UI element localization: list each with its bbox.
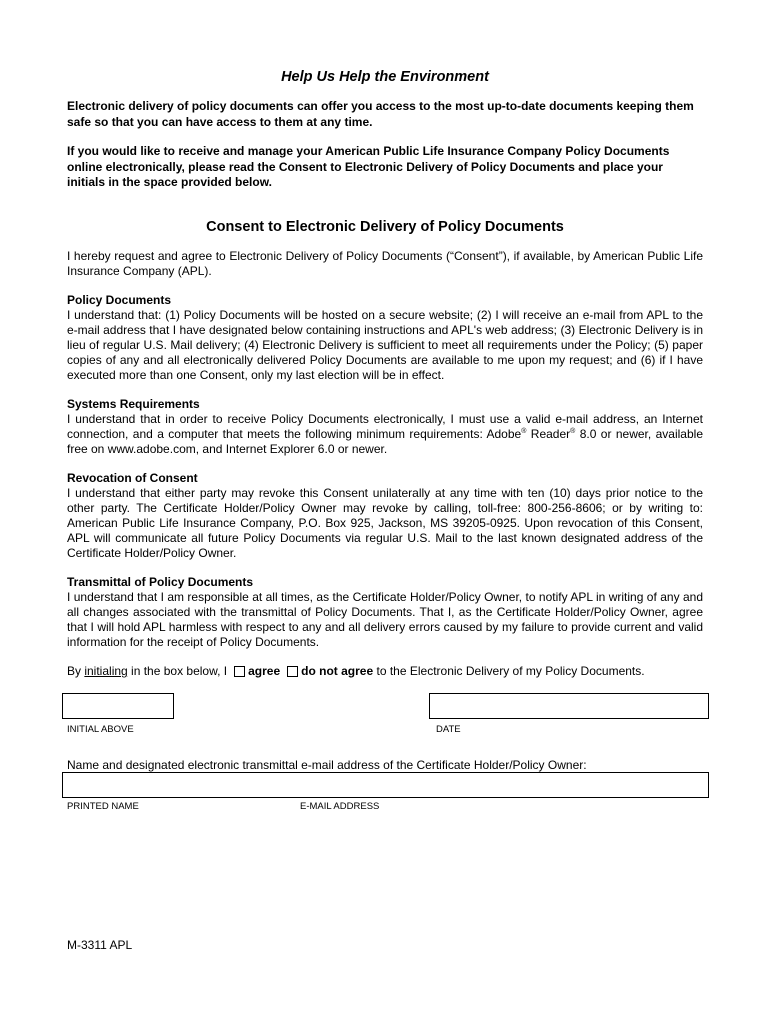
agree-checkbox[interactable]	[234, 666, 245, 677]
intro-paragraph-2: If you would like to receive and manage your American Public Life Insurance Company Policy Documents online electronically, please read the Consent to Electronic Delivery of Policy Documents and place your initials in the space provided below.	[67, 144, 670, 189]
section-body: I understand that either party may revoke this Consent unilaterally at any time with ten (10) days prior notice to the other party. The Certificate Holder/Policy Owner may revoke by calling, toll-free: 800-256-8606; or by writing to: American Public Life Insurance Company, P.O. Box 925, Jackson, MS 39205-0925. Upon revocation of this Consent, APL will communicate all future Policy Documents via regular U.S. Mail to the last known designated address of the Certificate Holder/Policy Owner.	[67, 486, 703, 560]
name-email-instruction: Name and designated electronic transmittal e-mail address of the Certificate Holder/Policy Owner:	[67, 758, 587, 772]
form-number: M-3311 APL	[67, 938, 133, 952]
section-body: I understand that: (1) Policy Documents will be hosted on a secure website; (2) I will receive an e-mail from APL to the e-mail address that I have designated below containing instructions and APL's web address; (3) Electronic Delivery is in lieu of regular U.S. Mail delivery; (4) Electronic Delivery is sufficient to meet all requirements under the Policy; (5) paper copies of any and all electronically delivered Policy Documents are available to me upon my request; and (6) if I have executed more than one Consent, only my last election will be in effect.	[67, 308, 703, 382]
do-not-agree-checkbox[interactable]	[287, 666, 298, 677]
section-revocation	[67, 471, 703, 561]
email-address-label: E-MAIL ADDRESS	[300, 801, 380, 812]
date-field[interactable]	[429, 693, 709, 719]
section-body-part-3: 8.0 or newer, available free on www.adobe.com, and Internet Explorer 6.0 or newer.	[67, 427, 703, 456]
section-title: Policy Documents	[67, 293, 172, 307]
name-email-field[interactable]	[62, 772, 709, 798]
section-title: Systems Requirements	[67, 397, 200, 411]
agree-label: agree	[248, 664, 281, 678]
intro-paragraph-1: Electronic delivery of policy documents can offer you access to the most up-to-date documents keeping them safe so that you can have access to them at any time.	[67, 99, 694, 129]
initial-field[interactable]	[62, 693, 174, 719]
election-initialing-text: initialing	[84, 664, 128, 678]
printed-name-label: PRINTED NAME	[67, 801, 139, 812]
section-policy-documents	[67, 293, 703, 383]
section-title: Revocation of Consent	[67, 471, 198, 485]
do-not-agree-label: do not agree	[301, 664, 374, 678]
election-suffix: to the Electronic Delivery of my Policy Documents.	[373, 664, 645, 678]
section-systems-requirements	[67, 397, 703, 457]
election-prefix: By	[67, 664, 85, 678]
page-title: Help Us Help the Environment	[281, 69, 489, 85]
section-title: Transmittal of Policy Documents	[67, 575, 254, 589]
section-body-part-1: I understand that in order to receive Policy Documents electronically, I must use a valid e-mail address, an Internet connection, and a computer that meets the following minimum requirements: Adobe	[67, 412, 703, 441]
registered-mark: ®	[570, 428, 576, 435]
section-transmittal	[67, 575, 703, 650]
consent-title: Consent to Electronic Delivery of Policy Documents	[206, 219, 564, 235]
initial-label: INITIAL ABOVE	[67, 724, 134, 735]
registered-mark: ®	[521, 428, 527, 435]
consent-request: I hereby request and agree to Electronic Delivery of Policy Documents (“Consent”), if available, by American Public Life Insurance Company (APL).	[67, 249, 703, 278]
election-middle: in the box below, I	[127, 664, 228, 678]
section-body: I understand that I am responsible at all times, as the Certificate Holder/Policy Owner, to notify APL in writing of any and all changes associated with the transmittal of Policy Documents. That I, as the Certificate Holder/Policy Owner, agree that I will hold APL harmless with respect to any and all delivery errors caused by my failure to provide current and valid information for the receipt of Policy Documents.	[67, 590, 703, 649]
section-body-part-2: Reader	[526, 427, 571, 441]
election-line	[67, 664, 707, 678]
date-label: DATE	[436, 724, 461, 735]
